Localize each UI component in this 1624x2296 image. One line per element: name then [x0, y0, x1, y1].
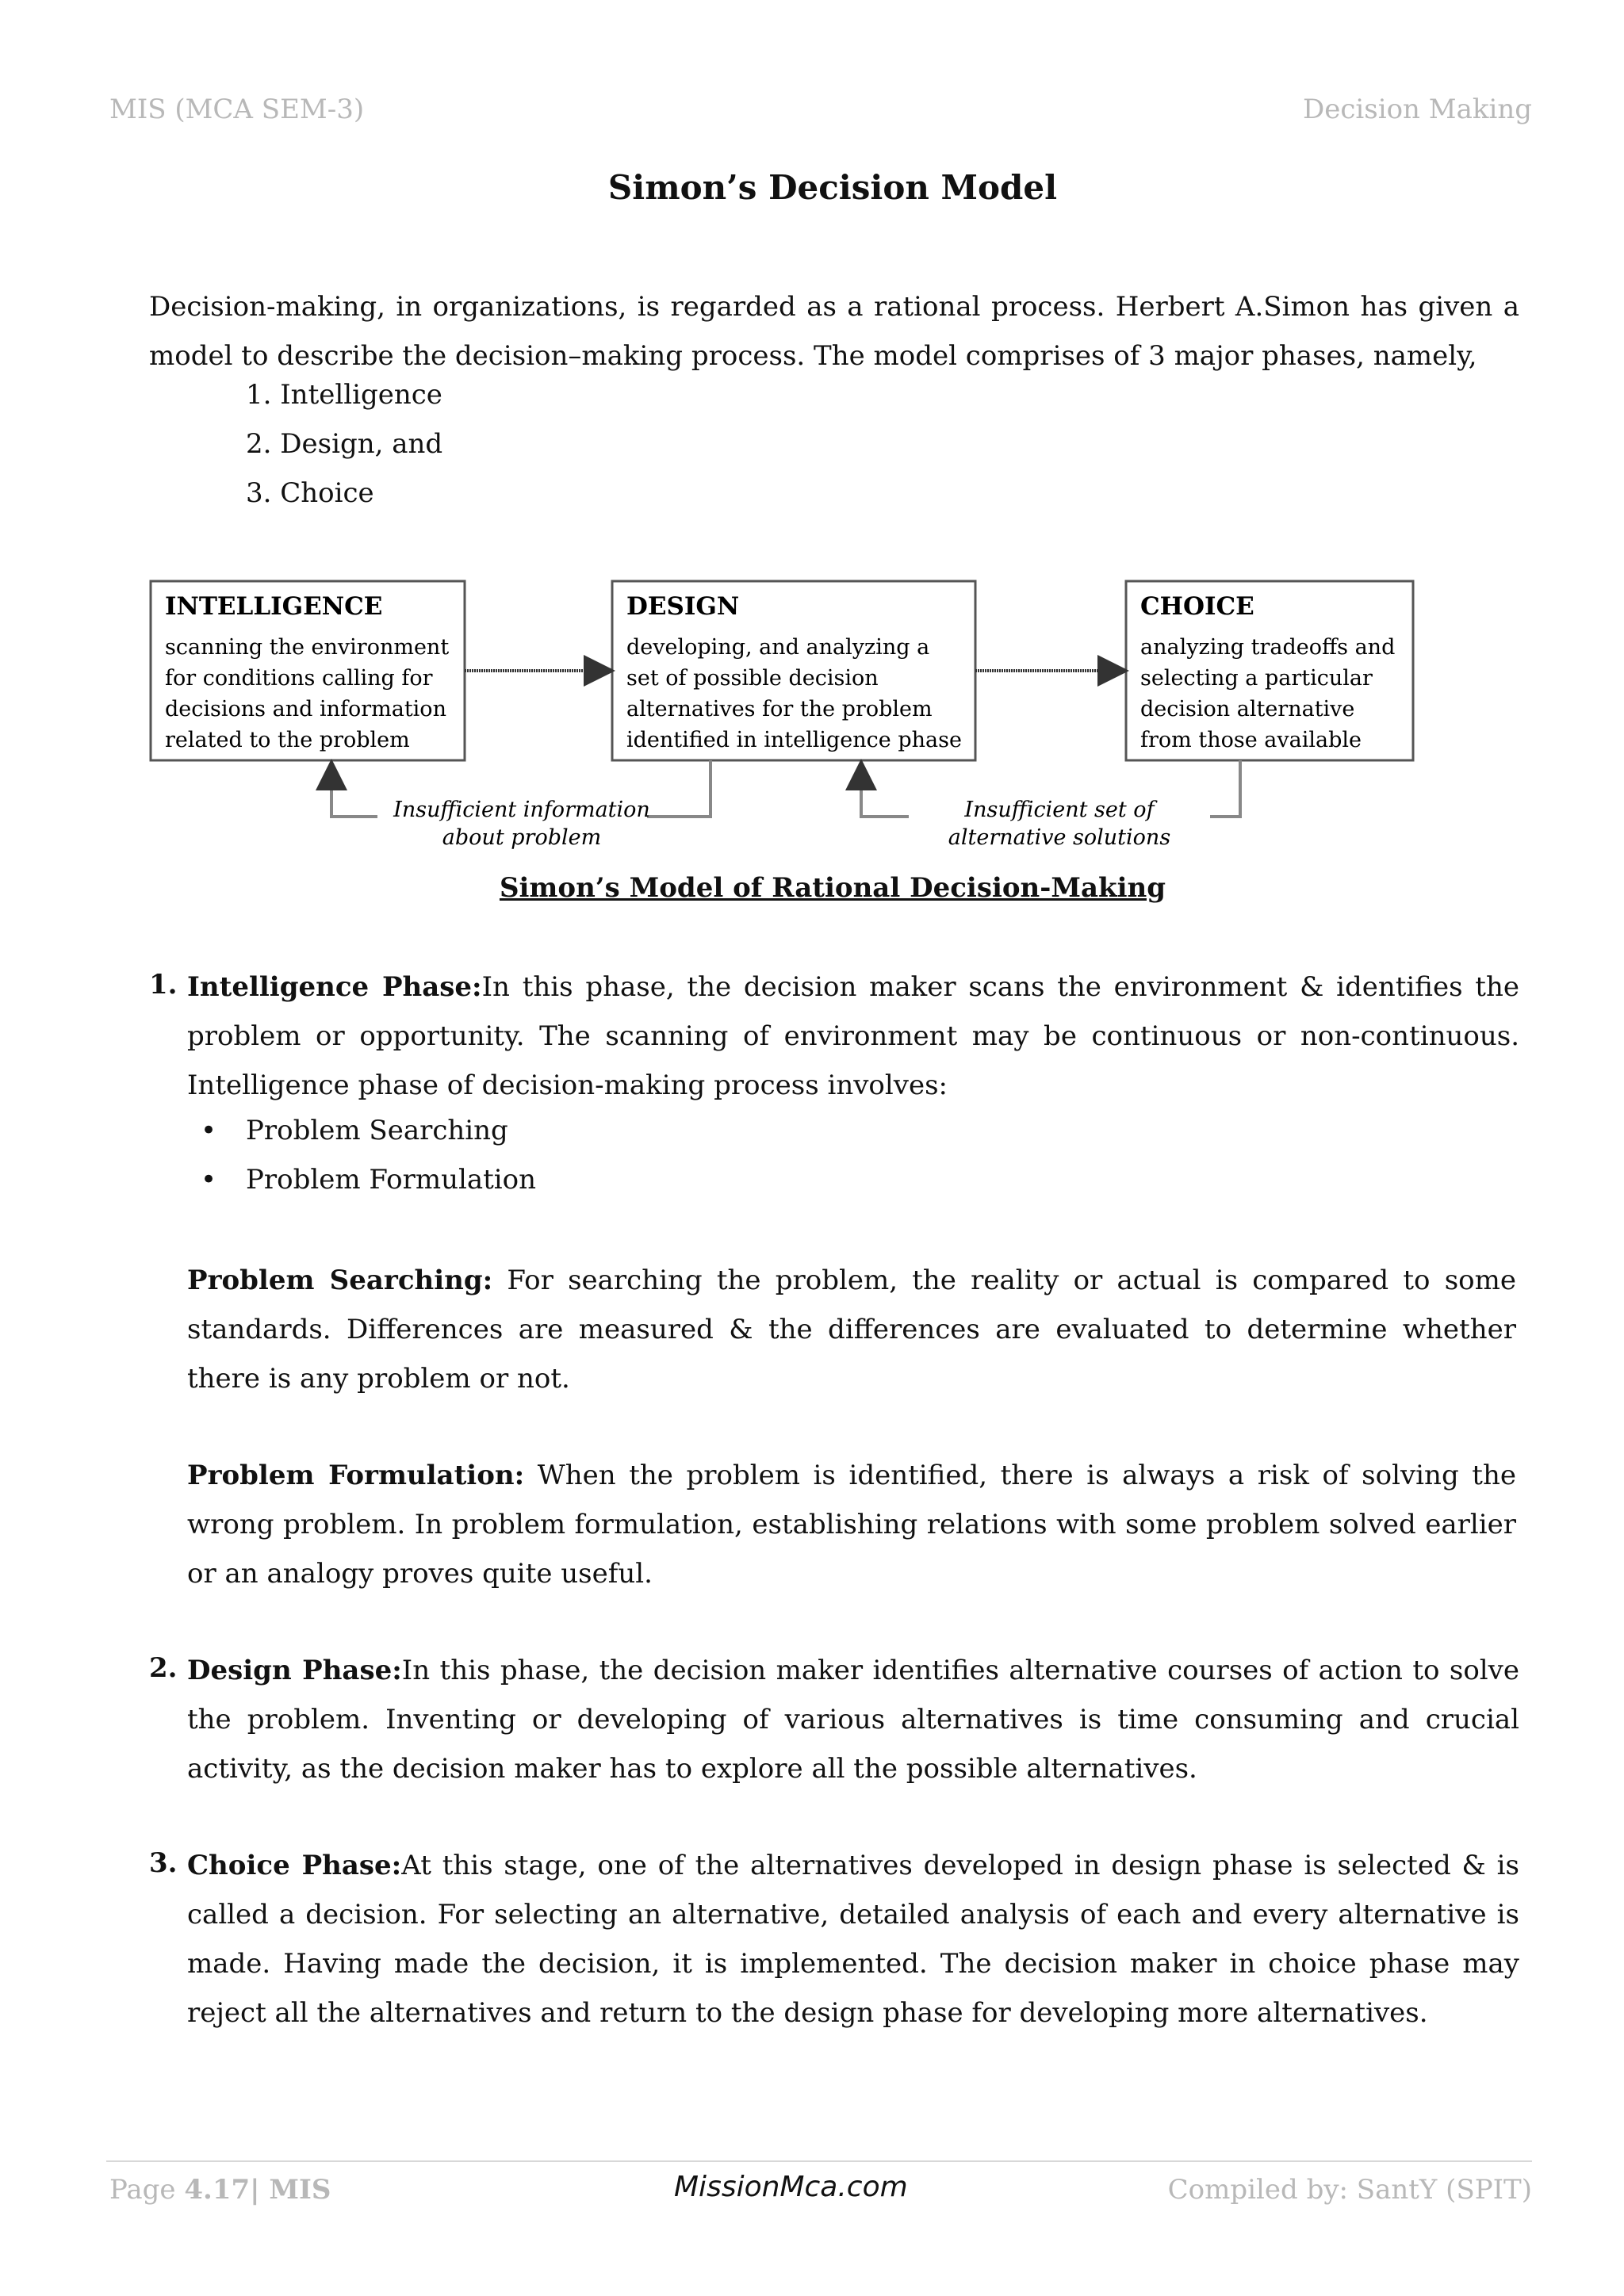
choice-box-line: selecting a particular	[1140, 666, 1373, 691]
section-number: 1.	[149, 969, 178, 1001]
choice-box-line: analyzing tradeoffs and	[1140, 635, 1396, 660]
feedback-label-line: Insufficient information	[393, 798, 650, 822]
subheading: Problem Searching:	[187, 1265, 493, 1296]
bullet-icon: •	[201, 1164, 217, 1196]
phase-list-item: 3. Choice	[246, 477, 374, 509]
intelligence-box-title: INTELLIGENCE	[165, 592, 383, 621]
paragraph-text: When the problem is identified, there is always a risk of solving the wrong problem. In problem formulation, establishing relations with some problem solved earlier or an analogy proves quite useful.	[187, 1460, 1516, 1590]
design-section	[187, 1646, 1519, 1793]
problem-formulation-paragraph	[187, 1451, 1516, 1598]
design-box-line: developing, and analyzing a	[626, 635, 930, 660]
footer-page-label: Page	[109, 2174, 185, 2206]
design-box-line: alternatives for the problem	[626, 697, 933, 721]
intelligence-box-line: related to the problem	[165, 728, 410, 752]
header-topic: Decision Making	[1302, 94, 1532, 125]
section-number: 3.	[149, 1847, 178, 1879]
section-heading: Choice Phase:	[187, 1850, 402, 1881]
decision-model-diagram	[147, 575, 1416, 852]
choice-box-line: decision alternative	[1140, 697, 1355, 721]
problem-searching-paragraph	[187, 1256, 1516, 1403]
footer-divider	[106, 2160, 1532, 2162]
intelligence-section	[187, 962, 1519, 1110]
footer-page-number: 4.17| MIS	[184, 2174, 331, 2206]
header-course: MIS (MCA SEM-3)	[109, 94, 365, 125]
intro-text: Decision-making, in organizations, is regarded as a rational process. Herbert A.Simon has given a model to describe the decision–making process. The model comprises of 3 major phases, namely,	[149, 291, 1519, 372]
section-text: In this phase, the decision maker scans the environment & identifies the problem or opportunity. The scanning of environment may be continuous or non-continuous. Intelligence phase of decision-making process involves:	[187, 971, 1519, 1101]
choice-box-title: CHOICE	[1140, 592, 1254, 621]
section-text: At this stage, one of the alternatives developed in design phase is selected & is called a decision. For selecting an alternative, detailed analysis of each and every alternative is made. Having made the decision, it is implemented. The decision maker in choice phase may reject all the alternatives and return to the design phase for developing more alternatives.	[187, 1850, 1519, 2029]
choice-section	[187, 1841, 1519, 2038]
paragraph-text: For searching the problem, the reality or actual is compared to some standards. Differences are measured & the differences are evaluated to determine whether there is any problem or not.	[187, 1265, 1516, 1395]
section-number: 2.	[149, 1652, 178, 1684]
subheading: Problem Formulation:	[187, 1460, 525, 1491]
site-logo: MissionMca.com	[674, 2171, 908, 2203]
design-box-line: set of possible decision	[626, 666, 879, 691]
feedback-label-line: alternative solutions	[948, 825, 1171, 850]
intelligence-box-line: for conditions calling for	[165, 666, 433, 691]
phase-list-item: 1. Intelligence	[246, 379, 442, 411]
choice-box-line: from those available	[1140, 728, 1362, 752]
design-box-title: DESIGN	[626, 592, 740, 621]
intelligence-box-line: scanning the environment	[165, 635, 450, 660]
feedback-label-line: about problem	[442, 825, 602, 850]
phase-list-item: 2. Design, and	[246, 428, 443, 460]
page-title: Simon’s Decision Model	[607, 168, 1058, 207]
intro-paragraph	[149, 282, 1519, 381]
feedback-label-line: Insufficient set of	[964, 798, 1155, 822]
section-heading: Design Phase:	[187, 1655, 402, 1686]
bullet-item: Problem Searching	[246, 1115, 508, 1146]
diagram-caption: Simon’s Model of Rational Decision-Making	[499, 872, 1166, 904]
footer-page	[109, 2174, 331, 2206]
section-heading: Intelligence Phase:	[187, 971, 482, 1003]
bullet-item: Problem Formulation	[246, 1164, 537, 1196]
section-text: In this phase, the decision maker identifies alternative courses of action to solve the problem. Inventing or developing of various alternatives is time consuming and crucial activity, as the decision maker has to explore all the possible alternatives.	[187, 1655, 1520, 1785]
bullet-icon: •	[201, 1115, 217, 1146]
design-box-line: identified in intelligence phase	[626, 728, 962, 752]
intelligence-box-line: decisions and information	[165, 697, 446, 721]
footer-credit: Compiled by: SantY (SPIT)	[1167, 2174, 1532, 2206]
